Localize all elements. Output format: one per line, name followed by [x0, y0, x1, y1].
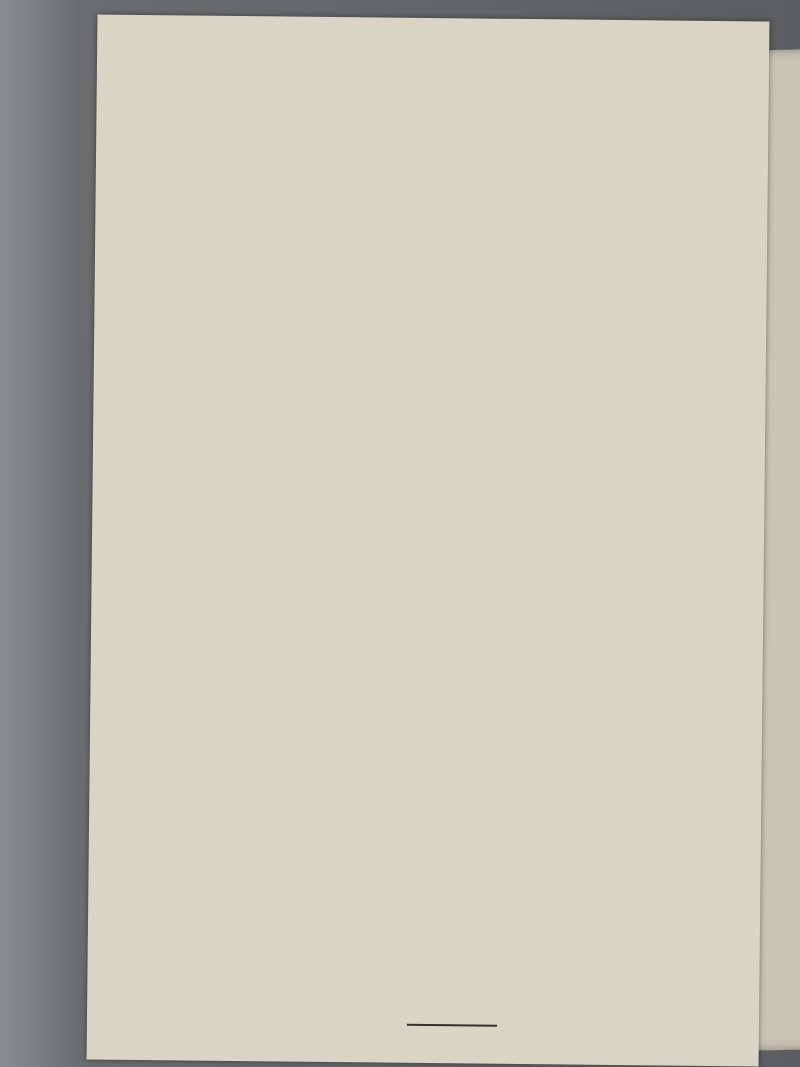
book-page	[87, 15, 770, 1067]
chapter-label	[95, 256, 767, 263]
closing-rule	[407, 1024, 497, 1027]
appendix-title	[89, 819, 761, 826]
chapter-title	[95, 286, 767, 293]
appendix-label	[89, 782, 761, 789]
